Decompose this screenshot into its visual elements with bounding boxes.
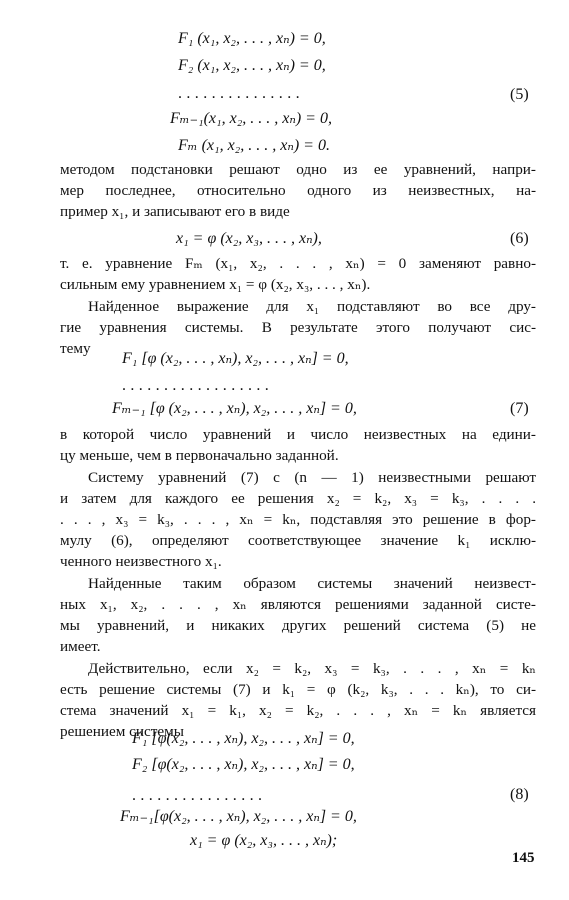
system8-eq2: F₂ [φ(x₂, . . . , xₙ), x₂, . . . , xₙ] = 0, (132, 756, 355, 773)
system8-eq4: x₁ = φ (x₂, x₃, . . . , xₙ); (190, 832, 338, 849)
equation-number-8: (8) (510, 786, 529, 803)
system7-dots: . . . . . . . . . . . . . . . . . . (122, 377, 269, 394)
text-line: т. е. уравнение Fₘ (x₁, x₂, . . . , xₙ) = 0 заменяют равно- (60, 255, 536, 272)
text-line: Действительно, если x₂ = k₂, x₃ = k₃, . . . , xₙ = kₙ (88, 660, 536, 677)
text-line: Систему уравнений (7) с (n — 1) неизвестными решают (88, 469, 536, 486)
text-line: и затем для каждого ее решения x₂ = k₂, x₃ = k₃, . . . . (60, 490, 536, 507)
text-line: решением системы (60, 723, 184, 740)
text-line: цу меньше, чем в первоначально заданной. (60, 447, 339, 464)
system7-eq1: F₁ [φ (x₂, . . . , xₙ), x₂, . . . , xₙ] = 0, (122, 350, 349, 367)
page-number: 145 (512, 850, 535, 866)
text-line: есть решение системы (7) и k₁ = φ (k₂, k₃, . . . kₙ), то си- (60, 681, 536, 698)
system5-eq4: Fₘ (x₁, x₂, . . . , xₙ) = 0. (178, 137, 330, 154)
system8-eq3: Fₘ₋₁[φ(x₂, . . . , xₙ), x₂, . . . , xₙ] = 0, (120, 808, 357, 825)
system5-eq3: Fₘ₋₁(x₁, x₂, . . . , xₙ) = 0, (170, 110, 332, 127)
text-line: пример x₁, и записывают его в виде (60, 203, 290, 220)
text-line: Найденное выражение для x₁ подставляют во все дру- (88, 298, 536, 315)
system5-dots: . . . . . . . . . . . . . . . (178, 85, 300, 102)
text-line: сильным ему уравнением x₁ = φ (x₂, x₃, . . . , xₙ). (60, 276, 371, 293)
equation-number-7: (7) (510, 400, 529, 417)
system5-eq2: F₂ (x₁, x₂, . . . , xₙ) = 0, (178, 57, 326, 74)
system5-eq1: F₁ (x₁, x₂, . . . , xₙ) = 0, (178, 30, 326, 47)
text-line: ных x₁, x₂, . . . , xₙ являются решениями заданной систе- (60, 596, 536, 613)
text-line: мулу (6), определяют соответствующее значение k₁ исклю- (60, 532, 536, 549)
text-line: . . . , x₃ = k₃, . . . , xₙ = kₙ, подставляя это решение в фор- (60, 511, 536, 528)
equation-6: x₁ = φ (x₂, x₃, . . . , xₙ), (176, 230, 322, 247)
text-line: в которой число уравнений и число неизвестных на едини- (60, 426, 536, 443)
text-line: мер последнее, относительно одного из неизвестных, на- (60, 182, 536, 199)
text-line: методом подстановки решают одно из ее уравнений, напри- (60, 161, 536, 178)
text-line: гие уравнения системы. В результате этого получают сис- (60, 319, 536, 336)
system8-dots: . . . . . . . . . . . . . . . . (132, 787, 263, 804)
equation-number-6: (6) (510, 230, 529, 247)
text-line: Найденные таким образом системы значений неизвест- (88, 575, 536, 592)
text-line: тему (60, 340, 91, 357)
text-line: ченного неизвестного x₁. (60, 553, 222, 570)
text-line: мы уравнений, и никаких других решений система (5) не (60, 617, 536, 634)
system8-eq1: F₁ [φ(x₂, . . . , xₙ), x₂, . . . , xₙ] = 0, (132, 730, 355, 747)
system7-eq2: Fₘ₋₁ [φ (x₂, . . . , xₙ), x₂, . . . , xₙ] = 0, (112, 400, 357, 417)
equation-number-5: (5) (510, 86, 529, 103)
text-line: стема значений x₁ = k₁, x₂ = k₂, . . . , xₙ = kₙ является (60, 702, 536, 719)
text-line: имеет. (60, 638, 101, 655)
